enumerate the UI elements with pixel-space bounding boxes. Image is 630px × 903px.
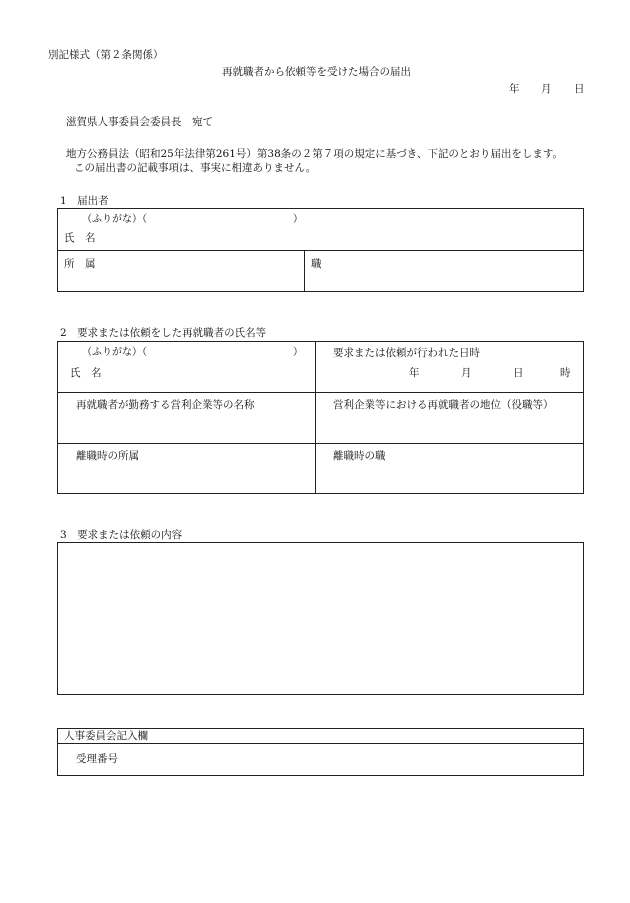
request-day-label: 日	[513, 367, 524, 379]
reemployee-name-label: 氏 名	[70, 367, 102, 379]
submitter-position-label: 職	[311, 258, 322, 270]
document-title: 再就職者から依頼等を受けた場合の届出	[222, 66, 411, 78]
table-divider	[57, 392, 584, 393]
request-month-label: 月	[461, 367, 472, 379]
table-divider	[315, 341, 316, 494]
request-hour-label: 時	[560, 367, 571, 379]
former-position-label: 離職時の職	[333, 450, 386, 462]
statement-line-1: 地方公務員法（昭和25年法律第261号）第38条の２第７項の規定に基づき、下記のとおり届出をします。	[66, 148, 564, 160]
date-day-label: 日	[574, 83, 585, 95]
statement-line-2: この届出書の記載事項は、事実に相違ありません。	[74, 162, 317, 174]
table-divider	[57, 743, 584, 744]
submitter-name-label: 氏 名	[64, 232, 96, 244]
submitter-furigana-close: ）	[293, 214, 303, 225]
form-number-label: 別記様式（第２条関係）	[48, 49, 164, 61]
section2-heading: 2 要求または依頼をした再就職者の氏名等	[60, 327, 267, 339]
date-month-label: 月	[541, 83, 552, 95]
table-divider	[304, 250, 305, 292]
submitter-affiliation-label: 所 属	[64, 258, 96, 270]
addressee: 滋賀県人事委員会委員長 宛て	[66, 116, 213, 128]
date-year-label: 年	[509, 83, 520, 95]
table-divider	[57, 443, 584, 444]
request-datetime-label: 要求または依頼が行われた日時	[333, 347, 480, 359]
reemployee-table	[57, 341, 584, 494]
reemployee-furigana-label: （ふりがな）（	[82, 347, 147, 358]
receipt-number-label: 受理番号	[76, 753, 118, 765]
company-position-label: 営利企業等における再就職者の地位（役職等）	[333, 399, 554, 411]
submitter-furigana-label: （ふりがな）（	[82, 214, 147, 225]
section1-heading: 1 届出者	[60, 195, 109, 207]
former-affiliation-label: 離職時の所属	[76, 450, 139, 462]
request-year-label: 年	[409, 367, 420, 379]
office-use-heading: 人事委員会記入欄	[64, 730, 148, 742]
table-divider	[57, 250, 584, 251]
request-content-box[interactable]	[57, 542, 584, 695]
section3-heading: 3 要求または依頼の内容	[60, 529, 183, 541]
reemployee-furigana-close: ）	[293, 347, 303, 358]
company-name-label: 再就職者が勤務する営利企業等の名称	[76, 399, 255, 411]
